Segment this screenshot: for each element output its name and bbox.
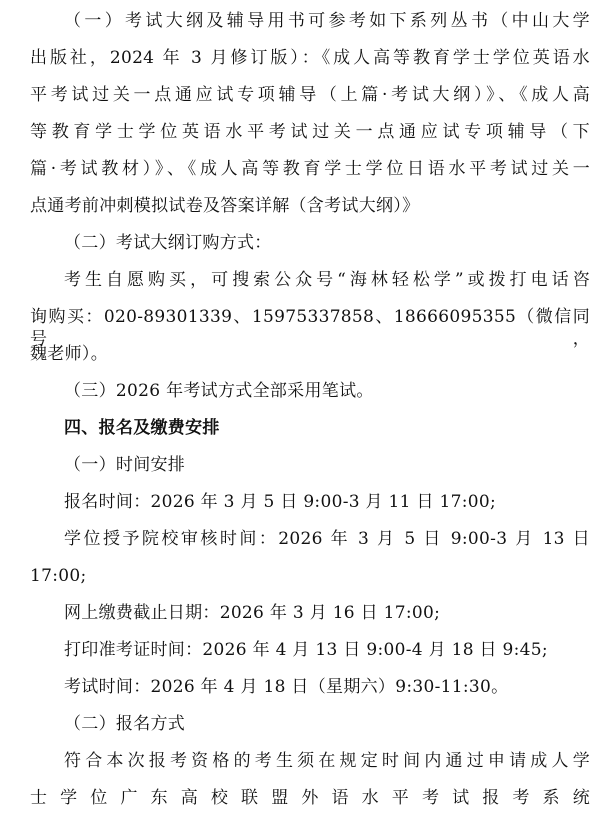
text-line: 询购买：020-89301339、15975337858、18666095355（微信同号， <box>30 307 590 349</box>
text-line: 魏老师）。 <box>30 344 108 364</box>
subsection-heading: （二）考试大纲订购方式： <box>64 233 272 253</box>
subsection-heading: （三）2026 年考试方式全部采用笔试。 <box>64 381 374 401</box>
schedule-admission-ticket: 打印准考证时间：2026 年 4 月 13 日 9:00-4 月 18 日 9:45; <box>64 640 548 660</box>
schedule-exam: 考试时间：2026 年 4 月 18 日（星期六）9:30-11:30。 <box>64 677 509 697</box>
schedule-payment: 网上缴费截止日期：2026 年 3 月 16 日 17:00; <box>64 603 441 623</box>
text-line: 平考试过关一点通应试专项辅导（上篇·考试大纲）》、《成人高 <box>30 85 590 105</box>
schedule-registration: 报名时间：2026 年 3 月 5 日 9:00-3 月 11 日 17:00; <box>64 492 497 512</box>
text-line: 考生自愿购买，可搜索公众号“海林轻松学”或拨打电话咨 <box>64 270 590 290</box>
subsection-heading: （一）时间安排 <box>64 455 186 475</box>
text-line: （一）考试大纲及辅导用书可参考如下系列丛书（中山大学 <box>64 11 590 31</box>
text-line: 符合本次报考资格的考生须在规定时间内通过申请成人学 <box>64 751 590 771</box>
schedule-review: 学位授予院校审核时间：2026 年 3 月 5 日 9:00-3 月 13 日 <box>64 529 590 549</box>
text-line: 点通考前冲刺模拟试卷及答案详解（含考试大纲）》 <box>30 196 420 216</box>
schedule-review-cont: 17:00; <box>30 566 87 586</box>
text-line: 出版社，2024 年 3 月修订版）：《成人高等教育学士学位英语水 <box>30 48 590 68</box>
text-line: 篇·考试教材）》、《成人高等教育学士学位日语水平考试过关一 <box>30 159 590 179</box>
section-heading: 四、报名及缴费安排 <box>64 418 220 438</box>
text-line: 士学位广东高校联盟外语水平考试报考系统 <box>30 788 590 808</box>
text-line: 等教育学士学位英语水平考试过关一点通应试专项辅导（下 <box>30 122 590 142</box>
subsection-heading: （二）报名方式 <box>64 714 186 734</box>
